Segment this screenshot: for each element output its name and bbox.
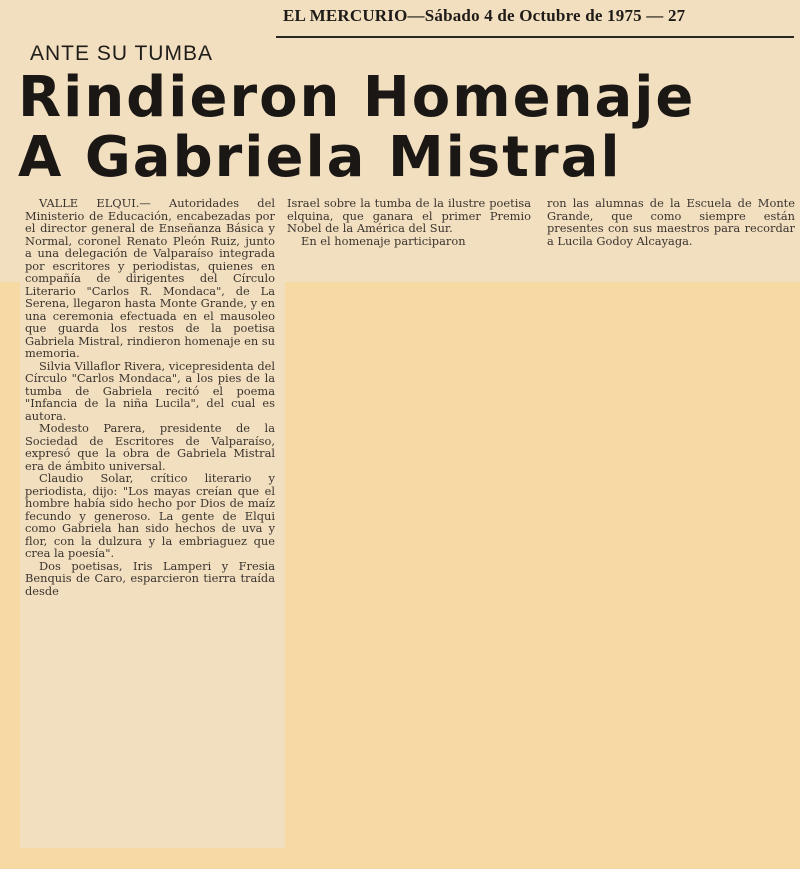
paragraph: VALLE ELQUI.— Autoridades del Ministerio de Educación, encabezadas por el director general de Enseñanza Básica y Normal, coronel Renato Pleón Ruiz, junto a una delegación de Valparaíso integrada por escritores y periodistas, quienes en compañía de dirigentes del Círculo Literario "Carlos R. Mondaca", de La Serena, llegaron hasta Monte Grande, y en una ceremonia efectuada en el mausoleo que guarda los restos de la poetisa Gabriela Mistral, rindieron homenaje en su memoria. — [25, 196, 275, 360]
article-column-1 — [25, 197, 275, 597]
paragraph: ron las alumnas de la Escuela de Monte Grande, que como siempre están presentes con sus maestros para recordar a Lucila Godoy Alcayaga. — [547, 196, 795, 248]
masthead-rule — [276, 36, 794, 38]
headline-line-1: Rindieron Homenaje — [18, 65, 696, 130]
headline-line-2: A Gabriela Mistral — [18, 125, 622, 190]
article-headline — [18, 65, 798, 190]
paragraph: Claudio Solar, crítico literario y periodista, dijo: "Los mayas creían que el hombre había sido hecho por Dios de maíz fecundo y generoso. La gente de Elqui como Gabriela han sido hechos de uva y flor, con la dulzura y la embriaguez que crea la poesía". — [25, 471, 275, 560]
article-column-3 — [547, 197, 795, 247]
paragraph: Modesto Parera, presidente de la Sociedad de Escritores de Valparaíso, expresó que la obra de Gabriela Mistral era de ámbito universal. — [25, 421, 275, 473]
paragraph: Israel sobre la tumba de la ilustre poetisa elquina, que ganara el primer Premio Nobel de la América del Sur. — [287, 196, 531, 235]
article-column-2 — [287, 197, 531, 247]
newspaper-masthead: EL MERCURIO—Sábado 4 de Octubre de 1975 — 27 — [283, 6, 686, 25]
paragraph: Dos poetisas, Iris Lamperi y Fresia Benquis de Caro, esparcieron tierra traída desde — [25, 558, 275, 598]
paragraph: En el homenaje participaron — [301, 233, 466, 248]
article-kicker: ANTE SU TUMBA — [30, 42, 213, 65]
paragraph: Silvia Villaflor Rivera, vicepresidenta del Círculo "Carlos Mondaca", a los pies de la tumba de Gabriela recitó el poema "Infancia de la niña Lucila", del cual es autora. — [25, 358, 275, 423]
